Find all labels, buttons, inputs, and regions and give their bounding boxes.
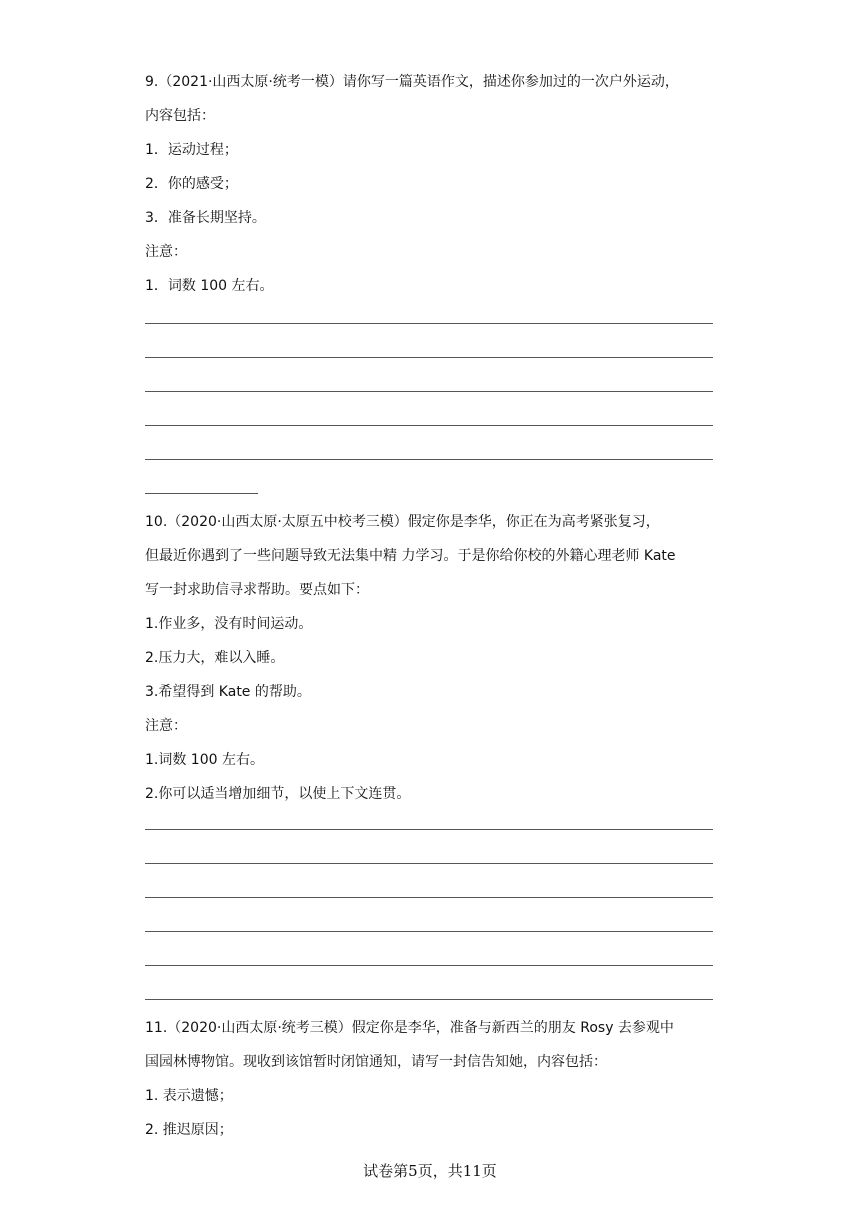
q9-prompt-line-2: 内容包括： <box>145 108 215 124</box>
q10-answer-line[interactable] <box>145 829 713 830</box>
q10-prompt-line-2: 但最近你遇到了一些问题导致无法集中精 力学习。于是你给你校的外籍心理老师 Kate <box>145 548 676 564</box>
q11-prompt-line-1: 11.（2020·山西太原·统考三模）假定你是李华，准备与新西兰的朋友 Rosy 去参观中 <box>145 1020 674 1036</box>
q10-answer-line[interactable] <box>145 965 713 966</box>
q10-prompt-line-3: 写一封求助信寻求帮助。要点如下： <box>145 582 369 598</box>
q10-answer-line[interactable] <box>145 897 713 898</box>
q9-answer-line[interactable] <box>145 425 713 426</box>
q10-answer-line[interactable] <box>145 863 713 864</box>
q10-note-label: 注意： <box>145 718 187 734</box>
q9-item-3: 3．准备长期坚持。 <box>145 210 266 226</box>
q10-item-1: 1.作业多，没有时间运动。 <box>145 616 313 632</box>
q9-item-2: 2．你的感受； <box>145 176 238 192</box>
q11-item-2: 2. 推迟原因； <box>145 1122 233 1138</box>
q10-answer-line[interactable] <box>145 931 713 932</box>
q9-answer-line-short[interactable] <box>145 493 258 494</box>
q9-answer-line[interactable] <box>145 357 713 358</box>
q10-note-2: 2.你可以适当增加细节，以使上下文连贯。 <box>145 786 411 802</box>
q11-item-1: 1. 表示遗憾； <box>145 1088 233 1104</box>
q10-note-1: 1.词数 100 左右。 <box>145 752 264 768</box>
q11-prompt-line-2: 国园林博物馆。现收到该馆暂时闭馆通知，请写一封信告知她，内容包括： <box>145 1054 607 1070</box>
q10-item-3: 3.希望得到 Kate 的帮助。 <box>145 684 311 700</box>
q9-item-1: 1．运动过程； <box>145 142 238 158</box>
page-footer: 试卷第5页，共11页 <box>363 1162 497 1180</box>
q10-prompt-line-1: 10.（2020·山西太原·太原五中校考三模）假定你是李华，你正在为高考紧张复习， <box>145 514 660 530</box>
q9-answer-line[interactable] <box>145 459 713 460</box>
q10-answer-line[interactable] <box>145 999 713 1000</box>
q10-item-2: 2.压力大，难以入睡。 <box>145 650 285 666</box>
q9-answer-line[interactable] <box>145 391 713 392</box>
q9-note-label: 注意： <box>145 244 187 260</box>
q9-answer-line[interactable] <box>145 323 713 324</box>
q9-note-1: 1．词数 100 左右。 <box>145 278 274 294</box>
q9-prompt-line-1: 9.（2021·山西太原·统考一模）请你写一篇英语作文，描述你参加过的一次户外运动， <box>145 74 679 90</box>
